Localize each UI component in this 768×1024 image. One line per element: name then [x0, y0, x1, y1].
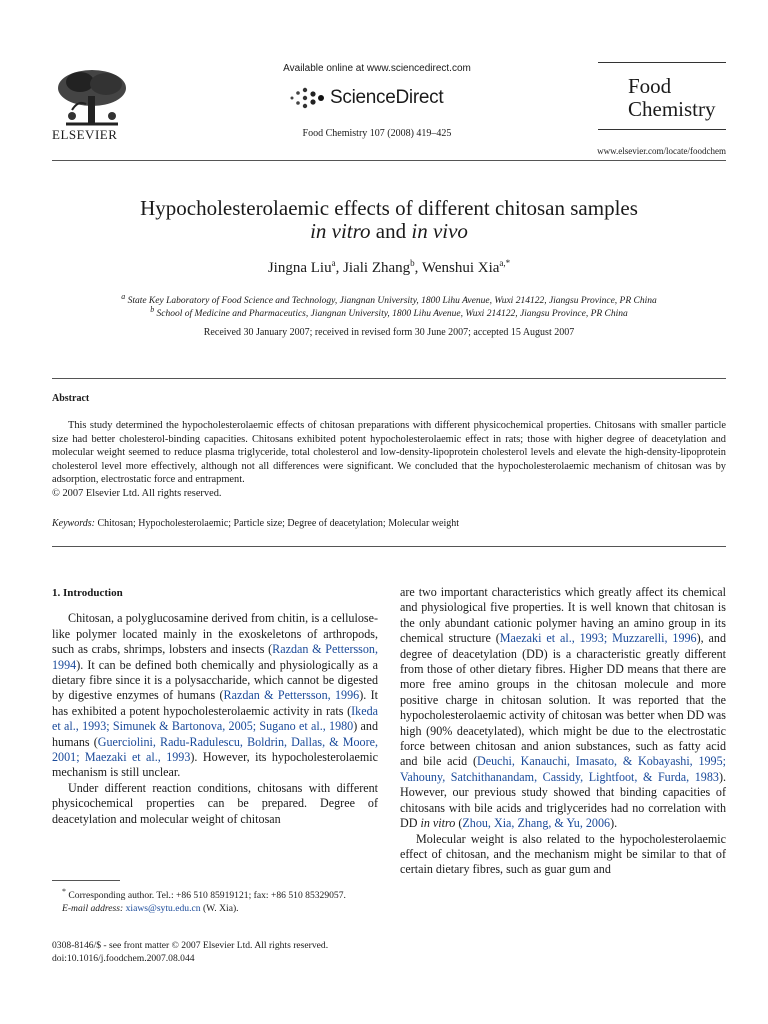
- abstract-top-rule: [52, 378, 726, 379]
- citation-link[interactable]: Maezaki et al., 1993; Muzzarelli, 1996: [499, 631, 697, 646]
- abstract-bottom-rule: [52, 546, 726, 547]
- affiliation-a-text: State Key Laboratory of Food Science and Technology, Jiangnan University, 1800 Lihu Avenue, Wuxi 214122, Jiangsu Province, PR China: [127, 296, 657, 307]
- author-list: [52, 258, 726, 277]
- body-text: are two important characteristics which greatly affect its chemical and physiological five properties. It is well known that chitosan is the only abundant cationic polymer having an amino group in its chemical structure (: [400, 585, 726, 646]
- journal-title-box: [598, 62, 726, 130]
- body-text: Under different reaction conditions, chitosans with different physicochemical properties can be prepared. Degree of deacetylation and molecular weight of chitosan: [52, 780, 378, 826]
- title-in-vivo: in vivo: [411, 219, 468, 243]
- email-link[interactable]: xiaws@sytu.edu.cn: [125, 902, 201, 914]
- citation-link[interactable]: Deuchi, Kanauchi, Imasato, & Kobayashi, 1995; Vahouny, Satchithanandam, Cassidy, Lightfoot, & Furda, 1983: [400, 754, 726, 784]
- body-text: ), and degree of deacetylation (DD) is a characteristic greatly different from those of other dietary fibres. Higher DD means that there are more free amino groups in the chitosan molecule and more positive charge in chitosan solution. It was reported that the hypocholesterolaemic activity of chitosan was better when DD was high (90% deacetylated), which might be due to the electrostatic force between chitosan and anion substances, such as fatty acid and bile acid (: [400, 631, 727, 769]
- article-title-line1: Hypocholesterolaemic effects of different chitosan samples: [140, 196, 638, 220]
- citation-link[interactable]: Zhou, Xia, Zhang, & Yu, 2006: [462, 816, 611, 831]
- author-affiliation-sup: a: [331, 258, 336, 268]
- body-column-right: [400, 585, 726, 878]
- keywords: [52, 518, 726, 529]
- affiliation-b: [52, 305, 726, 319]
- affiliation-b-text: School of Medicine and Pharmaceutics, Jiangnan University, 1800 Lihu Avenue, Wuxi 214122, Jiangsu Province, PR China: [156, 309, 628, 320]
- body-text: ).: [610, 816, 618, 831]
- body-text: ). However, its hypocholesterolaemic mechanism is still unclear.: [52, 750, 379, 780]
- body-text: Chitosan, a polyglucosamine derived from chitin, is a cellulose-like polymer located mainly in the exoskeletons of arthropods, such as crabs, shrimps, lobsters and insects (: [52, 611, 378, 657]
- front-matter: [52, 940, 378, 965]
- body-text: ). However, our previous study showed that binding capacities of chitosans with bile acids and triglycerides had no correlation with DD: [400, 769, 726, 831]
- keywords-list: Chitosan; Hypocholesterolaemic; Particle size; Degree of deacetylation; Molecular weight: [97, 518, 460, 529]
- citation-link[interactable]: Ikeda et al., 1993; Simunek & Bartonova, 2005; Sugano et al., 1980: [52, 703, 378, 734]
- body-text: ). It has exhibited a potent hypocholesterolaemic activity in rats (: [52, 688, 378, 718]
- journal-title-line2: Chemistry: [628, 97, 716, 121]
- abstract-heading: Abstract: [52, 393, 90, 404]
- intro-paragraph-3: [400, 585, 726, 832]
- author-affiliation-sup: b: [410, 258, 415, 268]
- doi-line[interactable]: doi:10.1016/j.foodchem.2007.08.044: [52, 952, 195, 964]
- italic-text: in vitro: [420, 816, 456, 831]
- article-title-line2: [52, 219, 726, 244]
- body-text: (: [455, 816, 463, 831]
- author-name: Wenshui Xia: [421, 260, 500, 276]
- abstract-text: [52, 419, 726, 500]
- header-rule: [52, 160, 726, 161]
- footnote-contact: Corresponding author. Tel.: +86 510 85919121; fax: +86 510 85329057.: [68, 890, 346, 902]
- keywords-label: Keywords:: [52, 518, 95, 529]
- intro-paragraph-2: [52, 781, 378, 827]
- author-affiliation-sup: a,*: [499, 258, 511, 268]
- title-and: and: [375, 219, 407, 243]
- affiliation-a-sup: a: [121, 292, 126, 301]
- email-suffix: (W. Xia).: [202, 902, 239, 914]
- sciencedirect-dots-icon: [288, 86, 330, 110]
- journal-reference: Food Chemistry 107 (2008) 419–425: [302, 128, 452, 139]
- author-separator: ,: [335, 260, 344, 276]
- citation-link[interactable]: Guerciolini, Radu-Radulescu, Boldrin, Dallas, & Moore, 2001; Maezaki et al., 1993: [52, 734, 378, 765]
- author-name: Jingna Liu: [267, 260, 332, 276]
- email-label: E-mail address:: [62, 902, 124, 914]
- journal-title-line1: Food: [628, 74, 672, 98]
- citation-link[interactable]: Razdan & Pettersson, 1994: [52, 642, 378, 672]
- footnote-rule: [52, 880, 120, 881]
- abstract-copyright: © 2007 Elsevier Ltd. All rights reserved.: [52, 487, 222, 499]
- body-text: Molecular weight is also related to the hypocholesterolaemic effect of chitosan, and the mechanism might be similar to that of certain dietary fibres, such as guar gum and: [400, 831, 726, 877]
- available-online: Available online at www.sciencedirect.com: [283, 63, 471, 74]
- issn-line: 0308-8146/$ - see front matter © 2007 Elsevier Ltd. All rights reserved.: [52, 940, 329, 951]
- received-dates: Received 30 January 2007; received in revised form 30 June 2007; accepted 15 August 2007: [203, 327, 575, 338]
- body-column-left: [52, 586, 378, 827]
- body-text: ). It can be defined both chemically and physiologically as a dietary fibre since it is a polysaccharide, which cannot be digested by digestive enzymes of humans (: [52, 657, 378, 703]
- sciencedirect-logo: [288, 84, 443, 112]
- body-text: ) and humans (: [52, 719, 378, 749]
- corresponding-author-footnote: [52, 886, 378, 915]
- elsevier-tree-logo: [52, 66, 132, 130]
- author-separator: ,: [414, 260, 422, 276]
- intro-paragraph-1: [52, 611, 378, 780]
- sciencedirect-wordmark: ScienceDirect: [330, 87, 444, 108]
- author-name: Jiali Zhang: [343, 260, 411, 276]
- title-in-vitro: in vitro: [310, 219, 371, 243]
- affiliation-b-sup: b: [150, 305, 155, 314]
- section-heading: 1. Introduction: [52, 587, 123, 599]
- footnote-star: *: [62, 887, 66, 896]
- publisher-name: ELSEVIER: [52, 127, 118, 142]
- abstract-body: This study determined the hypocholesterolaemic effects of chitosan preparations with different physicochemical properties. Chitosans with smaller particle size had better cholesterol-binding capacities. Chitosans exhibited potent hypocholesterolaemic effect in rats; those with higher degree of deacetylation and molecular weight seemed to reduce plasma triglyceride, total cholesterol and low-density-lipoprotein cholesterol levels and elevate the high-density-lipoprotein cholesterol level more effectively, although not all differences were significant. We concluded that the hypocholesterolaemic mechanism of chitosan was by adsorption, electrostatic force and entrapment.: [52, 420, 726, 485]
- journal-url[interactable]: www.elsevier.com/locate/foodchem: [597, 146, 726, 156]
- citation-link[interactable]: Razdan & Pettersson, 1996: [223, 688, 360, 703]
- intro-paragraph-4: [400, 832, 726, 878]
